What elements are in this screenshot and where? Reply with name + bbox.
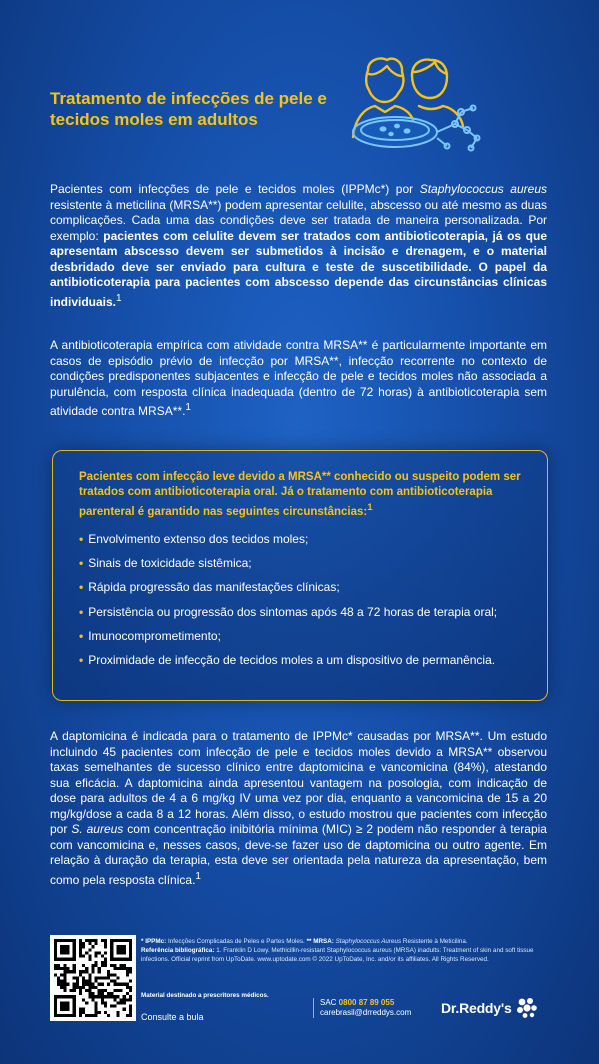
sac-email[interactable]: carebrasil@drreddys.com bbox=[320, 1008, 412, 1017]
qr-code-icon bbox=[54, 939, 132, 1017]
dr-reddys-cluster-logo-icon bbox=[515, 996, 539, 1020]
list-item bbox=[79, 532, 539, 556]
bullet-icon: • bbox=[79, 628, 84, 643]
list-item-text: Envolvimento extenso dos tecidos moles; bbox=[88, 532, 309, 546]
empiric-reference-sup: 1 bbox=[185, 402, 191, 413]
bullet-icon: • bbox=[79, 604, 84, 619]
list-item-text: Proximidade de infecção de tecidos moles a um dispositivo de permanência. bbox=[88, 652, 496, 667]
list-item-text: Persistência ou progressão dos sintomas após 48 a 72 horas de terapia oral; bbox=[88, 604, 498, 619]
callout-intro-text: Pacientes com infecção leve devido a MRSA** conhecido ou suspeito podem ser tratados com antibioticoterapia oral. Já o tratamento com antibioticoterapia parenteral é garantido nas seguintes circunstâncias: bbox=[79, 471, 521, 518]
daptomycin-text-b: com concentração inibitória mínima (MIC) ≥ 2 podem não responder à terapia com vancomicina e, nesses casos, deve-se fazer uso de daptomicina ou outro agente. Em relação à duração da terapia, esta deve ser orientada pela natureza da apresentação, bem como pela resposta clínica. bbox=[50, 822, 547, 887]
abbr-ippmc-label: * IPPMc: bbox=[141, 938, 167, 945]
reference-text: 1. Franklin D Lowy. Methicillin-resistant Staphylococcus aureus (MRSA) inadults: Treatment of skin and soft tissue infections. Official reprint from UpToDate. www.uptodate.com © 2022 UpToDate, Inc. and/or its affiliates. All Rights Reserved. bbox=[141, 947, 534, 963]
list-item bbox=[79, 653, 539, 677]
sac-contact bbox=[313, 998, 411, 1018]
prescriber-material-note: Material destinado a prescritores médicos. bbox=[141, 992, 269, 999]
intro-text-a: Pacientes com infecções de pele e tecidos moles (IPPMc*) por bbox=[50, 182, 420, 196]
sac-phone[interactable]: 0800 87 89 055 bbox=[338, 998, 395, 1007]
two-people-bacteria-petri-dish-icon bbox=[335, 52, 545, 162]
abbr-mrsa-text: Resistente à Meticilina. bbox=[401, 938, 468, 945]
abbr-ippmc-text: Infecções Complicadas de Peles e Partes Moles. bbox=[166, 938, 307, 945]
list-item-text: Sinais de toxicidade sistêmica; bbox=[88, 556, 252, 571]
callout-reference-sup: 1 bbox=[367, 502, 373, 513]
daptomycin-species-italic: S. aureus bbox=[71, 822, 124, 836]
logo-text: Dr.Reddy's bbox=[441, 1000, 512, 1016]
abbreviations bbox=[141, 937, 547, 946]
qr-code[interactable] bbox=[50, 935, 136, 1021]
abbr-mrsa-label: ** MRSA: bbox=[306, 938, 334, 945]
list-item bbox=[79, 580, 539, 604]
intro-bold-text: pacientes com celulite devem ser tratados com antibioticoterapia, já os que apresentam abscesso devem ser submetidos à incisão e drenagem, e o material desbridado deve ser enviado para cultura e teste de suscetibilidade. O papel da antibioticoterapia para pacientes com abscesso depende das circunstâncias clínicas individuais. bbox=[50, 228, 547, 309]
daptomycin-paragraph bbox=[50, 729, 547, 888]
abbr-mrsa-italic: Staphylococcus Aureus bbox=[333, 938, 402, 945]
footnotes bbox=[141, 937, 547, 964]
intro-text-b: resistente à meticilina (MRSA**) podem apresentar celulite, abscesso ou até mesmo as duas complicações. Cada uma das condições deve ser tratada de maneira personalizada. Por exemplo: bbox=[50, 197, 547, 243]
empiric-therapy-paragraph bbox=[50, 338, 547, 420]
callout-intro bbox=[79, 470, 529, 520]
parenteral-criteria-callout bbox=[52, 450, 548, 701]
daptomycin-reference-sup: 1 bbox=[195, 870, 201, 882]
intro-species-italic: Staphylococcus aureus bbox=[419, 182, 547, 196]
list-item-text: Imunocomprometimento; bbox=[88, 628, 221, 643]
list-item bbox=[79, 556, 539, 580]
sac-label: SAC bbox=[320, 998, 339, 1007]
empiric-therapy-text: A antibioticoterapia empírica com atividade contra MRSA** é particularmente importante em casos de episódio prévio de infecção por MRSA**, infecção recorrente no contexto de condições predisponentes subjacentes e infecção de pele e tecidos moles não associada a purulência, com resposta clínica inadequada (dentro de 72 horas) à antibioticoterapia sem atividade contra MRSA**. bbox=[50, 338, 547, 418]
criteria-list bbox=[79, 532, 539, 677]
list-item-text: Rápida progressão das manifestações clínicas; bbox=[88, 580, 340, 595]
intro-paragraph bbox=[50, 182, 547, 310]
consult-leaflet-label: Consulte a bula bbox=[141, 1012, 204, 1022]
sac-phone-line bbox=[320, 998, 411, 1008]
list-item bbox=[79, 629, 539, 653]
reference-label: Referência bibliográfica: bbox=[141, 947, 215, 954]
intro-reference-sup: 1 bbox=[116, 292, 122, 304]
bullet-icon: • bbox=[79, 532, 84, 546]
dr-reddys-logo bbox=[441, 996, 539, 1020]
bibliographic-reference bbox=[141, 946, 547, 964]
daptomycin-text-a: A daptomicina é indicada para o tratamento de IPPMc* causadas por MRSA**. Um estudo incluindo 45 pacientes com infecção de pele e tecidos moles devido a MRSA** observou taxas semelhantes de sucesso clínico entre daptomicina e vancomicina (84%), atestando sua eficácia. A daptomicina ainda apresentou vantagem na posologia, com indicação de dose para adultos de 4 a 6 mg/kg IV uma vez por dia, enquanto a vancomicina de 15 a 20 mg/kg/dose a cada 8 a 12 horas. Além disso, o estudo mostrou que pacientes com infecção por bbox=[50, 729, 547, 836]
page-title: Tratamento de infecções de pele e tecidos moles em adultos bbox=[50, 89, 327, 129]
bullet-icon: • bbox=[79, 556, 84, 571]
bullet-icon: • bbox=[79, 580, 84, 595]
bullet-icon: • bbox=[79, 652, 84, 667]
list-item bbox=[79, 605, 539, 629]
